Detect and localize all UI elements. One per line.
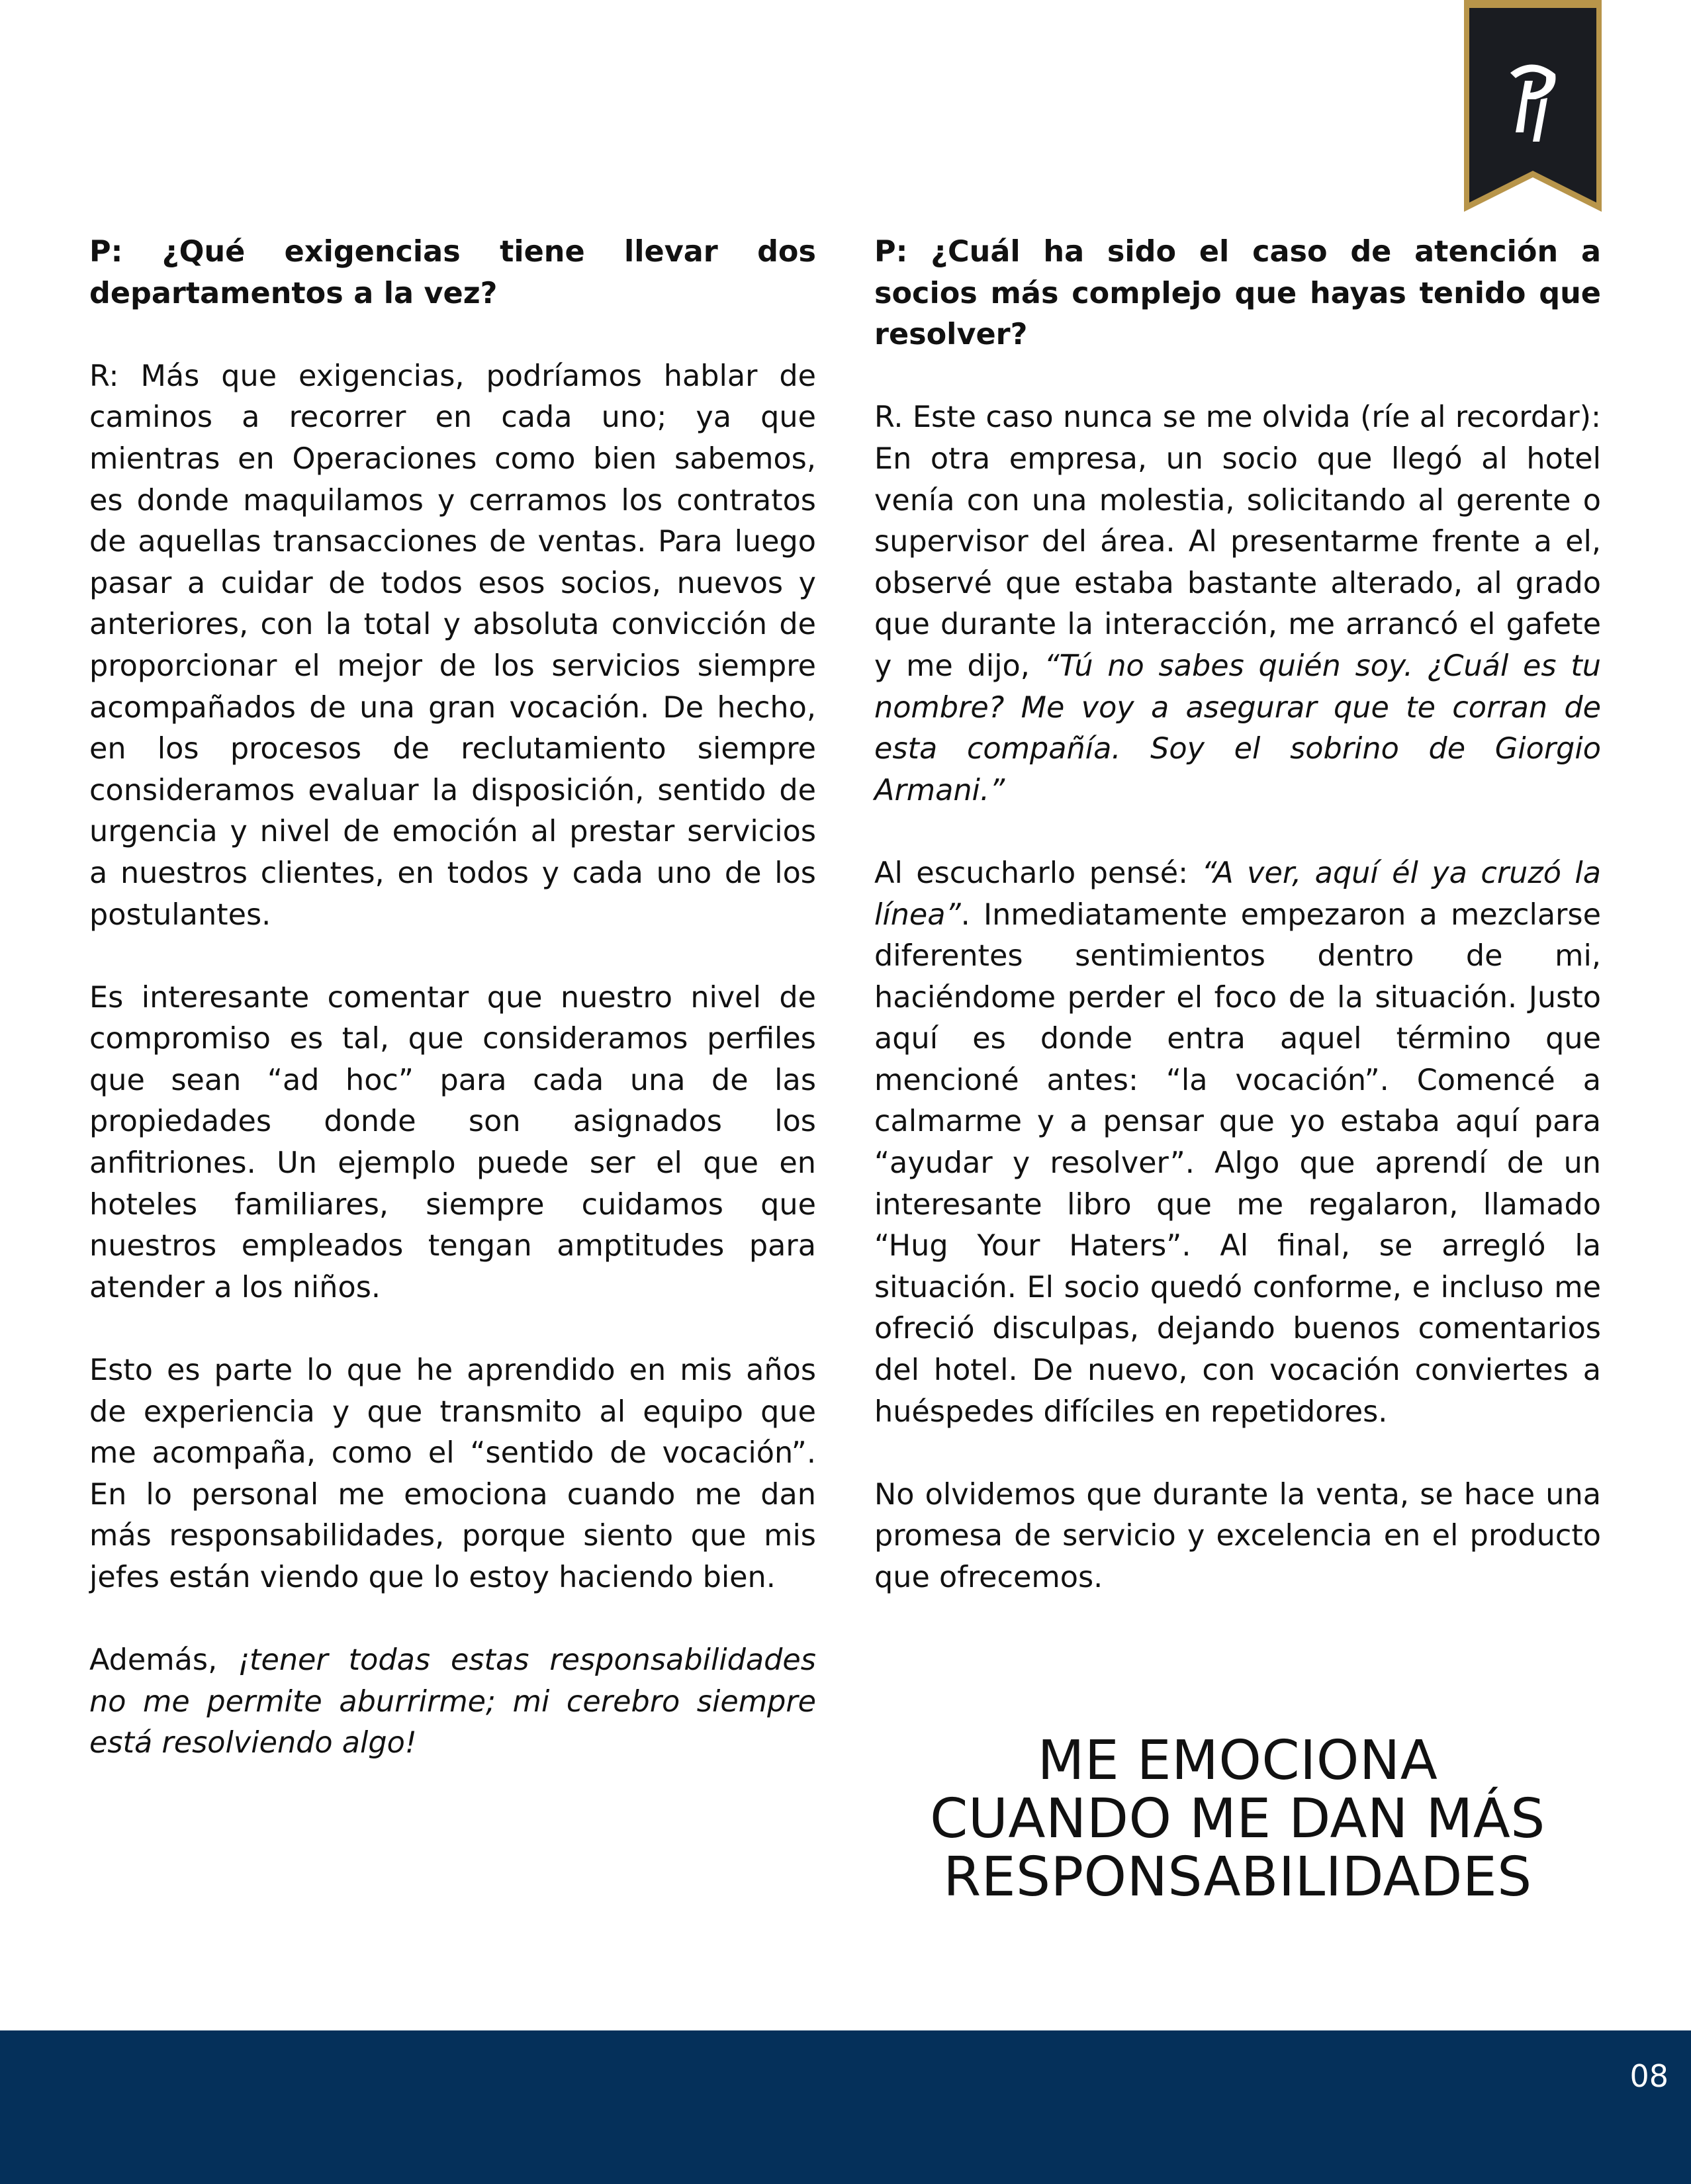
left-answer-paragraph-1: R: Más que exigencias, podríamos hablar de caminos a recorrer en cada uno; ya que mientras en Operaciones como bien sabemos, es donde maquilamos y cerramos los contratos de aquellas transacciones de ventas. Para luego pasar a cuidar de todos esos socios, nuevos y anteriores, con la total y absoluta convicción de proporcionar el mejor de los servicios siempre acompañados de una gran vocación. De hecho, en los procesos de reclutamiento siempre consideramos evaluar la disposición, sentido de urgencia y nivel de emoción al prestar servicios a nuestros clientes, en todos y cada uno de los postulantes.: [89, 359, 816, 932]
left-answer-4-italic: ¡tener todas estas responsabilidades no me permite aburrirme; mi cerebro siempre está resolviendo algo!: [89, 1643, 816, 1760]
right-answer-1-text: R. Este caso nunca se me olvida (ríe al recordar): En otra empresa, un socio que llegó al hotel venía con una molestia, solicitando al gerente o supervisor del área. Al presentarme frente a el, observé que estaba bastante alterado, al grado que durante la interacción, me arrancó el gafete y me dijo,: [874, 400, 1601, 683]
right-answer-paragraph-3: No olvidemos que durante la venta, se hace una promesa de servicio y excelencia en el producto que ofrecemos.: [874, 1477, 1601, 1594]
right-answer-paragraph-1: [874, 397, 1601, 811]
right-answer-2-rest: . Inmediatamente empezaron a mezclarse diferentes sentimientos dentro de mi, haciéndome perder el foco de la situación. Justo aquí es donde entra aquel término que mencioné antes: “la vocación”. Comencé a calmarme y a pensar que yo estaba aquí para “ayudar y resolver”. Algo que aprendí de un interesante libro que me regalaron, llamado “Hug Your Haters”. Al final, se arregló la situación. El socio quedó conforme, e incluso me ofreció disculpas, dejando buenos comentarios del hotel. De nuevo, con vocación conviertes a huéspedes difíciles en repetidores.: [874, 897, 1601, 1429]
pull-quote: [874, 1729, 1601, 1909]
left-question: P: ¿Qué exigencias tiene llevar dos departamentos a la vez?: [89, 235, 816, 310]
pull-quote-line-2: CUANDO ME DAN MÁS: [930, 1788, 1545, 1850]
right-answer-2-lead: Al escucharlo pensé:: [874, 856, 1202, 890]
left-column: [89, 232, 816, 1806]
page-number: 08: [1629, 2058, 1668, 2094]
left-answer-4-lead: Además,: [89, 1643, 238, 1678]
pull-quote-line-3: RESPONSABILIDADES: [943, 1846, 1532, 1909]
right-answer-2-italic: “A ver, aquí él ya cruzó la línea”: [874, 856, 1601, 932]
left-answer-paragraph-4: [89, 1640, 816, 1764]
left-answer-paragraph-2: Es interesante comentar que nuestro nivel de compromiso es tal, que consideramos perfiles que sean “ad hoc” para cada una de las propiedades donde son asignados los anfitriones. Un ejemplo puede ser el que en hoteles familiares, siempre cuidamos que nuestros empleados tengan amptitudes para atender a los niños.: [89, 980, 816, 1304]
right-answer-1-italic: “Tú no sabes quién soy. ¿Cuál es tu nombre? Me voy a asegurar que te corran de esta compañía. Soy el sobrino de Giorgio Armani.”: [874, 649, 1602, 807]
footer-bar: [0, 2030, 1691, 2184]
right-answer-paragraph-2: [874, 853, 1601, 1433]
right-column: [874, 232, 1601, 1640]
banner-logo-icon: [1464, 0, 1602, 212]
right-question: P: ¿Cuál ha sido el caso de atención a socios más complejo que hayas tenido que resolver?: [874, 235, 1601, 352]
left-answer-paragraph-3: Esto es parte lo que he aprendido en mis años de experiencia y que transmito al equipo que me acompaña, como el “sentido de vocación”. En lo personal me emociona cuando me dan más responsabilidades, porque siento que mis jefes están viendo que lo estoy haciendo bien.: [89, 1353, 816, 1594]
brand-banner: [1464, 0, 1602, 212]
pull-quote-line-1: ME EMOCIONA: [1037, 1729, 1438, 1792]
